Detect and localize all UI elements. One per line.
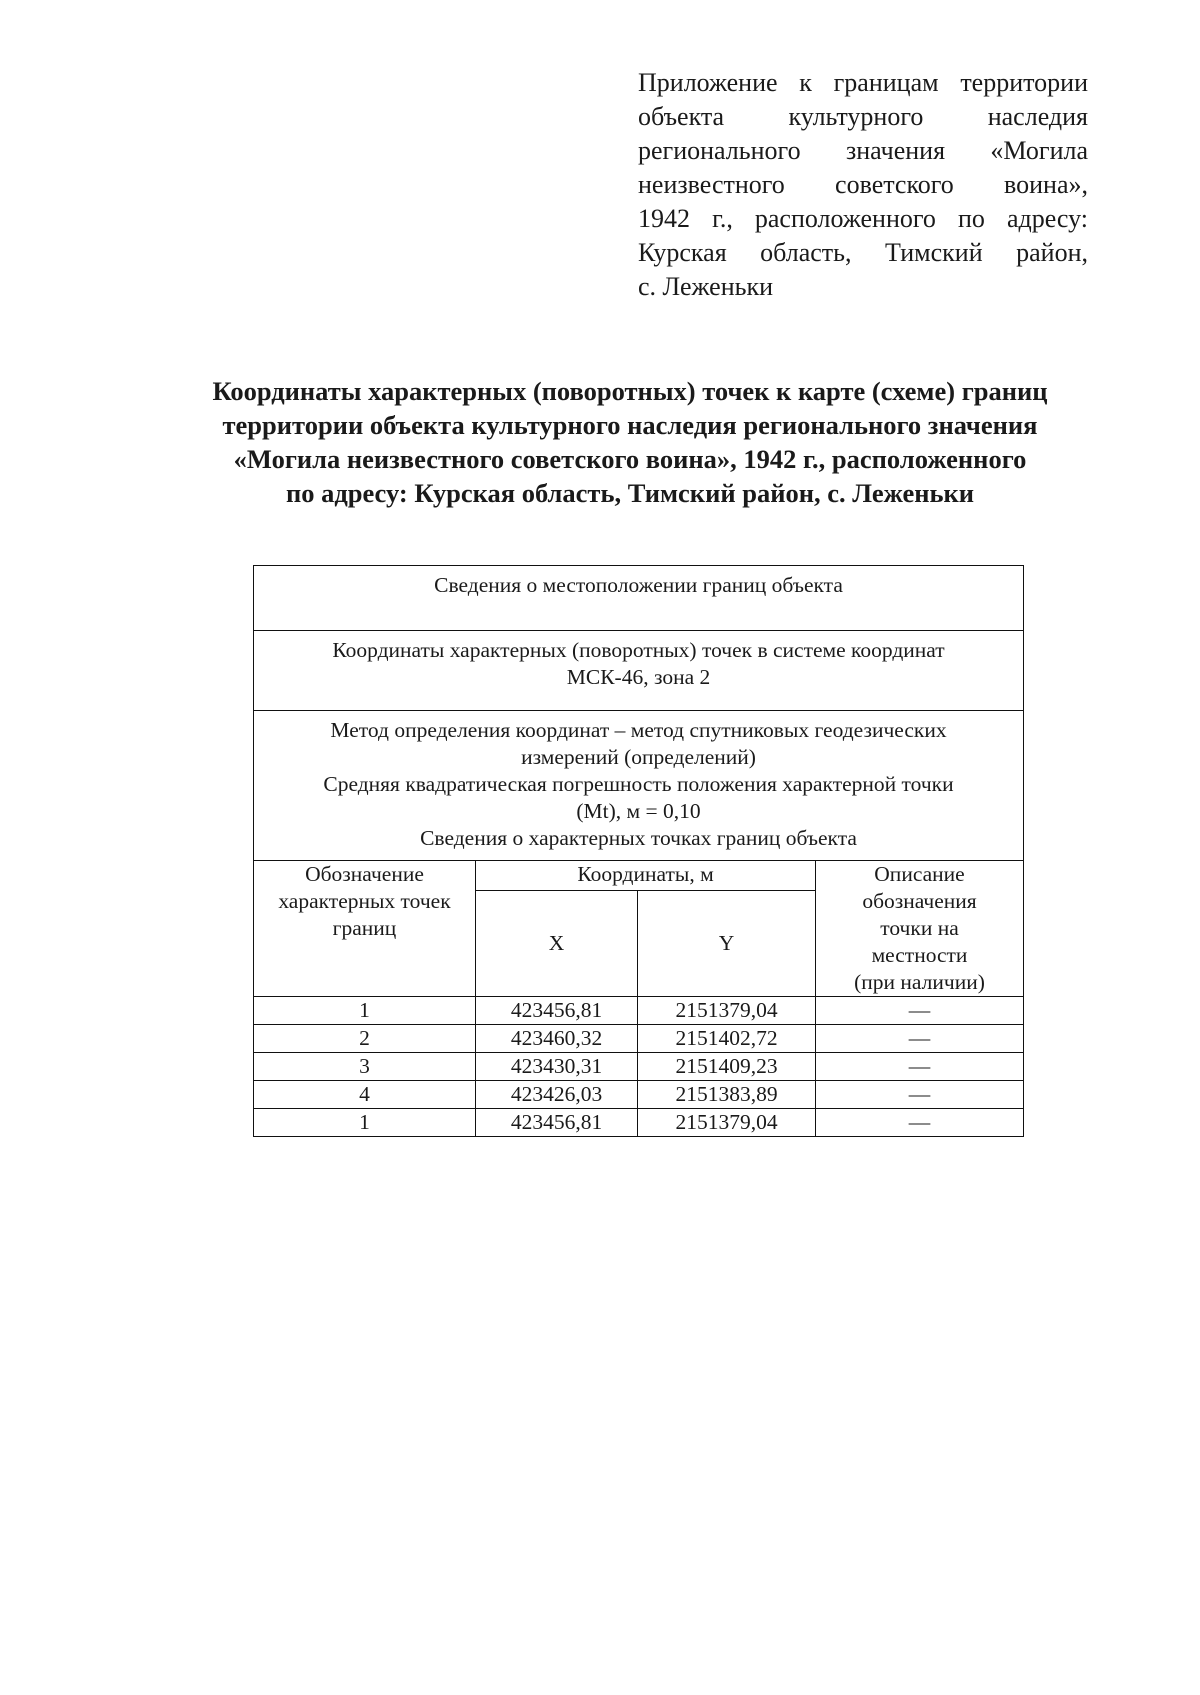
- table-row: [254, 1025, 1024, 1053]
- coordinate-system-line: Координаты характерных (поворотных) точек в системе координат: [332, 638, 945, 662]
- info-title-row: [254, 566, 1024, 631]
- annex-line: Приложение к границам территории: [638, 68, 1088, 97]
- table-row: [254, 1109, 1024, 1137]
- annex-line: 1942 г., расположенного по адресу:: [638, 204, 1088, 233]
- header-description-line: Описание: [874, 862, 965, 886]
- header-point-line: границ: [332, 916, 397, 940]
- table-row: [254, 1081, 1024, 1109]
- coordinate-system-row: [254, 631, 1024, 711]
- info-title-cell: Сведения о местоположении границ объекта: [254, 566, 1024, 631]
- method-line: Средняя квадратическая погрешность положения характерной точки: [323, 772, 954, 796]
- header-point-line: Обозначение: [305, 862, 424, 886]
- heading-line: по адресу: Курская область, Тимский район, с. Леженьки: [285, 478, 975, 508]
- cell-y: 2151379,04: [638, 1109, 816, 1137]
- header-point-line: характерных точек: [278, 889, 451, 913]
- heading-line: Координаты характерных (поворотных) точек к карте (схеме) границ: [212, 376, 1048, 406]
- coordinate-system-line: МСК-46, зона 2: [566, 665, 711, 689]
- annex-line: объекта культурного наследия: [638, 102, 1088, 131]
- header-description-line: местности: [871, 943, 968, 967]
- header-description: [816, 861, 1024, 997]
- method-line: измерений (определений): [521, 745, 756, 769]
- method-line: (Mt), м = 0,10: [576, 799, 701, 823]
- cell-point: 1: [254, 1109, 476, 1137]
- table-row: [254, 1053, 1024, 1081]
- heading-line: территории объекта культурного наследия регионального значения: [222, 410, 1038, 440]
- header-x: X: [476, 890, 638, 996]
- cell-x: 423460,32: [476, 1025, 638, 1053]
- header-description-line: обозначения: [862, 889, 977, 913]
- header-y: Y: [638, 890, 816, 996]
- column-header-row: [254, 861, 1024, 891]
- document-heading: [150, 374, 1110, 510]
- method-line: Сведения о характерных точках границ объекта: [420, 826, 857, 850]
- header-description-line: точки на: [880, 916, 959, 940]
- coordinates-table-wrapper: [253, 565, 1023, 1137]
- coordinate-system-cell: [254, 631, 1024, 711]
- header-coordinates: Координаты, м: [476, 861, 816, 891]
- cell-point: 3: [254, 1053, 476, 1081]
- cell-y: 2151383,89: [638, 1081, 816, 1109]
- cell-x: 423456,81: [476, 997, 638, 1025]
- cell-description: —: [816, 1053, 1024, 1081]
- annex-note: [638, 66, 1088, 304]
- header-point: [254, 861, 476, 997]
- cell-point: 4: [254, 1081, 476, 1109]
- cell-description: —: [816, 1109, 1024, 1137]
- cell-y: 2151402,72: [638, 1025, 816, 1053]
- annex-line: с. Леженьки: [638, 272, 774, 301]
- method-row: [254, 711, 1024, 861]
- annex-line: неизвестного советского воина»,: [638, 170, 1088, 199]
- table-row: [254, 997, 1024, 1025]
- cell-description: —: [816, 1025, 1024, 1053]
- cell-point: 2: [254, 1025, 476, 1053]
- cell-description: —: [816, 997, 1024, 1025]
- cell-y: 2151409,23: [638, 1053, 816, 1081]
- annex-line: Курская область, Тимский район,: [638, 238, 1088, 267]
- cell-x: 423430,31: [476, 1053, 638, 1081]
- heading-line: «Могила неизвестного советского воина», 1942 г., расположенного: [233, 444, 1027, 474]
- cell-description: —: [816, 1081, 1024, 1109]
- annex-line: регионального значения «Могила: [638, 136, 1088, 165]
- method-line: Метод определения координат – метод спутниковых геодезических: [330, 718, 947, 742]
- cell-x: 423426,03: [476, 1081, 638, 1109]
- method-cell: [254, 711, 1024, 861]
- header-description-line: (при наличии): [854, 970, 985, 994]
- coordinates-table: [253, 565, 1024, 1137]
- cell-y: 2151379,04: [638, 997, 816, 1025]
- cell-point: 1: [254, 997, 476, 1025]
- cell-x: 423456,81: [476, 1109, 638, 1137]
